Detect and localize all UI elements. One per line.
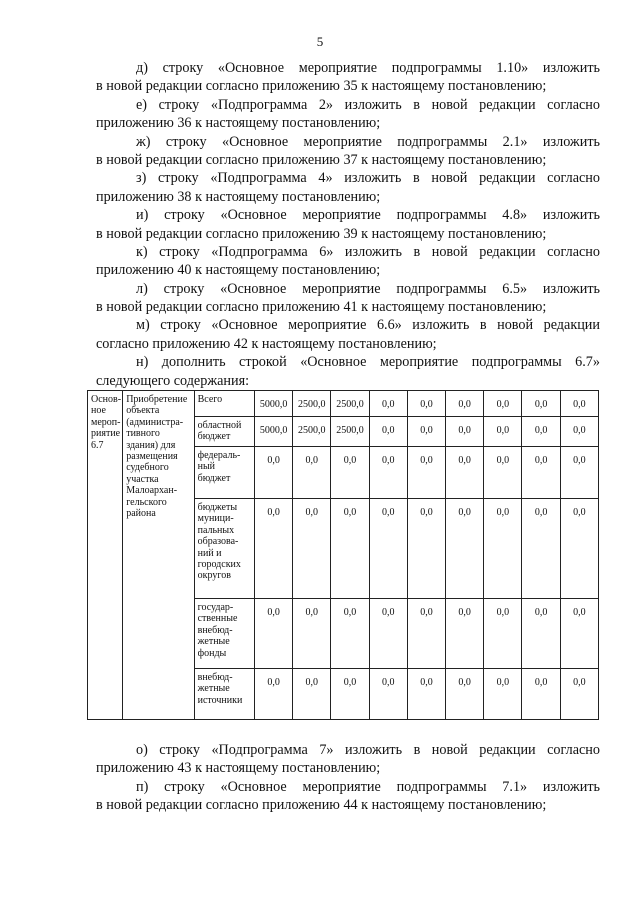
amount-cell: 0,0 (254, 447, 292, 499)
funding-source-cell: внебюд- жетные источники (194, 669, 254, 720)
funding-source-cell: Всего (194, 391, 254, 417)
amount-cell: 0,0 (407, 669, 445, 720)
amount-cell: 0,0 (446, 391, 484, 417)
amount-cell: 0,0 (522, 391, 560, 417)
paragraph-line: з) строку «Подпрограмма 4» изложить в новой редакции согласно (136, 170, 600, 187)
amount-cell: 0,0 (560, 417, 598, 447)
amount-cell: 0,0 (484, 447, 522, 499)
paragraph-line: л) строку «Основное мероприятие подпрограммы 6.5» изложить (136, 280, 600, 297)
paragraph-line: в новой редакции согласно приложению 44 к настоящему постановлению; (96, 797, 547, 814)
funding-source-cell: областной бюджет (194, 417, 254, 447)
amount-cell: 0,0 (560, 499, 598, 599)
amount-cell: 0,0 (522, 669, 560, 720)
amount-cell: 0,0 (484, 499, 522, 599)
amount-cell: 2500,0 (293, 391, 331, 417)
paragraph-line: м) строку «Основное мероприятие 6.6» изложить в новой редакции (136, 317, 600, 334)
amount-cell: 0,0 (293, 447, 331, 499)
amount-cell: 0,0 (522, 417, 560, 447)
amount-cell: 0,0 (407, 391, 445, 417)
body-text-top (96, 59, 600, 390)
amount-cell: 0,0 (484, 669, 522, 720)
amount-cell: 0,0 (560, 669, 598, 720)
table-row (88, 391, 599, 417)
paragraph-line: е) строку «Подпрограмма 2» изложить в новой редакции согласно (136, 96, 600, 113)
amount-cell: 0,0 (369, 599, 407, 669)
amount-cell: 0,0 (331, 499, 369, 599)
paragraph-line: н) дополнить строкой «Основное мероприятие подпрограммы 6.7» (136, 354, 600, 371)
amount-cell: 0,0 (560, 391, 598, 417)
amount-cell: 5000,0 (254, 391, 292, 417)
amount-cell: 5000,0 (254, 417, 292, 447)
amount-cell: 0,0 (369, 499, 407, 599)
amount-cell: 0,0 (407, 599, 445, 669)
paragraph-line: приложению 36 к настоящему постановлению; (96, 115, 381, 132)
amount-cell: 0,0 (369, 417, 407, 447)
paragraph-line: в новой редакции согласно приложению 35 к настоящему постановлению; (96, 78, 547, 95)
amount-cell: 0,0 (446, 417, 484, 447)
amount-cell: 0,0 (254, 669, 292, 720)
amount-cell: 0,0 (407, 447, 445, 499)
amount-cell: 0,0 (369, 447, 407, 499)
amount-cell: 0,0 (331, 599, 369, 669)
amount-cell: 0,0 (446, 599, 484, 669)
paragraph-line: ж) строку «Основное мероприятие подпрограммы 2.1» изложить (136, 133, 600, 150)
amount-cell: 0,0 (446, 447, 484, 499)
amount-cell: 0,0 (522, 447, 560, 499)
amount-cell: 2500,0 (293, 417, 331, 447)
funding-source-cell: федераль- ный бюджет (194, 447, 254, 499)
paragraph-line: и) строку «Основное мероприятие подпрограммы 4.8» изложить (136, 207, 600, 224)
paragraph-line: в новой редакции согласно приложению 39 к настоящему постановлению; (96, 225, 547, 242)
paragraph-line: в новой редакции согласно приложению 41 к настоящему постановлению; (96, 299, 547, 316)
amount-cell: 0,0 (369, 391, 407, 417)
amount-cell: 0,0 (407, 417, 445, 447)
amount-cell: 0,0 (254, 499, 292, 599)
paragraph-line: приложению 40 к настоящему постановлению; (96, 262, 381, 279)
amount-cell: 0,0 (560, 599, 598, 669)
paragraph-line: д) строку «Основное мероприятие подпрограммы 1.10» изложить (136, 60, 600, 76)
paragraph-line: о) строку «Подпрограмма 7» изложить в новой редакции согласно (136, 742, 600, 758)
amount-cell: 0,0 (560, 447, 598, 499)
funding-source-cell: бюджеты муници- пальных образова- ний и городских округов (194, 499, 254, 599)
amount-cell: 0,0 (446, 669, 484, 720)
funding-table-body (88, 391, 599, 720)
body-text-bottom (96, 741, 600, 815)
measure-name-cell: Приобретение объекта (администра- тивного здания) для размещения судебного участка Малоархан- гельского района (123, 391, 194, 720)
paragraph-line: согласно приложению 42 к настоящему постановлению; (96, 335, 437, 352)
measure-code-cell: Основ- ное мероп- риятие 6.7 (88, 391, 123, 720)
amount-cell: 0,0 (331, 447, 369, 499)
amount-cell: 0,0 (293, 669, 331, 720)
paragraph-line: в новой редакции согласно приложению 37 к настоящему постановлению; (96, 151, 547, 168)
paragraph-line: следующего содержания: (96, 372, 250, 389)
amount-cell: 0,0 (293, 599, 331, 669)
amount-cell: 0,0 (522, 499, 560, 599)
amount-cell: 0,0 (484, 391, 522, 417)
funding-table (87, 390, 599, 720)
amount-cell: 2500,0 (331, 417, 369, 447)
amount-cell: 0,0 (254, 599, 292, 669)
paragraph-line: к) строку «Подпрограмма 6» изложить в новой редакции согласно (136, 243, 600, 260)
paragraph-line: п) строку «Основное мероприятие подпрограммы 7.1» изложить (136, 778, 600, 795)
amount-cell: 0,0 (522, 599, 560, 669)
amount-cell: 0,0 (407, 499, 445, 599)
funding-source-cell: государ- ственные внебюд- жетные фонды (194, 599, 254, 669)
amount-cell: 0,0 (484, 417, 522, 447)
page-number: 5 (316, 34, 324, 49)
amount-cell: 0,0 (484, 599, 522, 669)
amount-cell: 0,0 (293, 499, 331, 599)
amount-cell: 0,0 (331, 669, 369, 720)
paragraph-line: приложению 38 к настоящему постановлению; (96, 188, 381, 205)
paragraph-line: приложению 43 к настоящему постановлению; (96, 760, 381, 777)
amount-cell: 0,0 (446, 499, 484, 599)
amount-cell: 2500,0 (331, 391, 369, 417)
amount-cell: 0,0 (369, 669, 407, 720)
